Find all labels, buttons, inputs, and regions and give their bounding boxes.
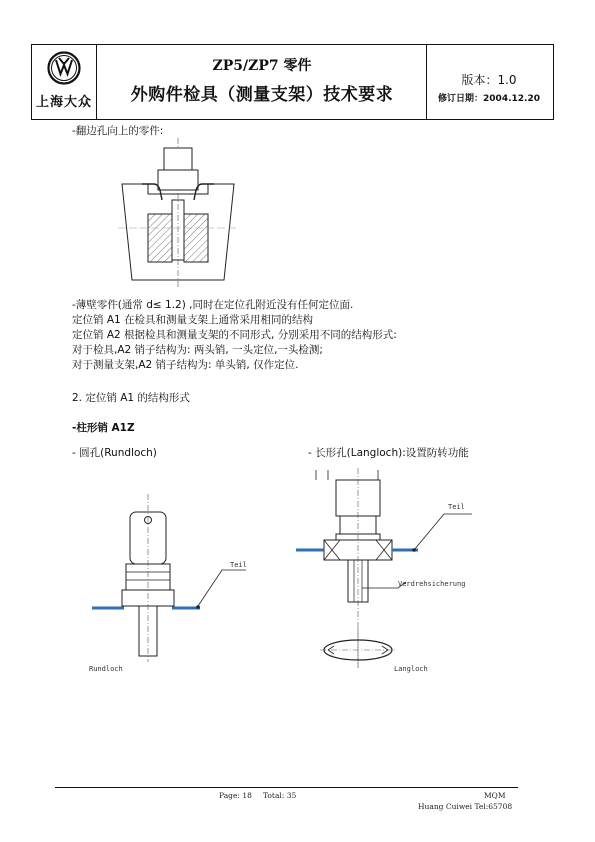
title-line-2: 外购件检具（测量支架）技术要求 — [130, 85, 394, 105]
slot-hole-pin-drawing — [294, 468, 494, 678]
header-title — [102, 55, 422, 105]
company-logo — [36, 51, 92, 110]
vw-logo-icon — [47, 51, 81, 85]
section1-heading: -翻边孔向上的零件: — [72, 125, 164, 137]
revision-date: 修订日期：2004.12.20 — [438, 94, 540, 104]
footer-author: Huang Cuiwei Tel:65708 — [418, 802, 513, 811]
title-line-1: ZP5/ZP7 零件 — [212, 58, 312, 74]
section2-heading: 2. 定位销 A1 的结构形式 — [72, 392, 190, 404]
paragraph-line-1: -薄壁零件(通常 d≤ 1.2) ,同时在定位孔附近没有任何定位面. — [72, 299, 354, 311]
flange-hole-drawing — [118, 138, 238, 288]
document-header — [31, 44, 554, 120]
paragraph-line-3: 定位销 A2 根据检具和测量支架的不同形式, 分别采用不同的结构形式: — [72, 329, 397, 341]
label-teil-right: Teil — [448, 503, 465, 511]
label-rundloch: Rundloch — [89, 665, 123, 673]
round-hole-pin-drawing — [86, 494, 266, 664]
label-langloch: Langloch — [394, 665, 428, 673]
section2-subheading: -柱形销 A1Z — [72, 422, 135, 434]
footer-total: Total: 35 — [263, 791, 297, 800]
paragraph-line-2: 定位销 A1 在检具和测量支架上通常采用相同的结构 — [72, 314, 314, 326]
label-verdrehsicherung: Verdrehsicherung — [398, 580, 466, 588]
header-divider — [96, 45, 97, 119]
version: 版本：1.0 — [461, 73, 517, 87]
header-version-block — [427, 71, 551, 104]
logo-text: 上海大众 — [36, 95, 93, 110]
label-teil-left: Teil — [230, 561, 247, 569]
footer-page: Page: 18 — [219, 791, 252, 800]
paragraph-line-4: 对于检具,A2 销子结构为: 两头销, 一头定位,一头检测; — [72, 344, 323, 356]
left-caption: - 圆孔(Rundloch) — [72, 447, 157, 459]
paragraph-line-5: 对于测量支架,A2 销子结构为: 单头销, 仅作定位. — [72, 359, 299, 371]
footer-dept: MQM — [484, 791, 506, 800]
right-caption: - 长形孔(Langloch):设置防转功能 — [308, 447, 469, 459]
footer-rule — [55, 787, 518, 788]
